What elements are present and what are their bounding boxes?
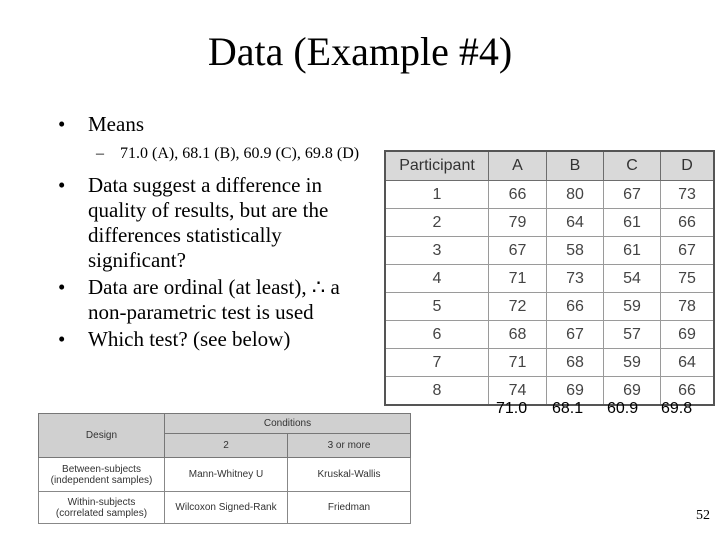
bullet-which: [58, 327, 378, 352]
bullet-suggest: [58, 173, 378, 273]
within-subjects-cell: [39, 492, 165, 524]
mann-whitney-cell: Mann-Whitney U: [165, 458, 288, 492]
bullet-suggest-text: Data suggest a difference in quality of results, but are the differences statistically significant?: [88, 173, 329, 272]
table-cell: 64: [661, 349, 715, 377]
header-a: A: [489, 151, 547, 181]
table-cell: 4: [385, 265, 489, 293]
bullet-dot: •: [58, 327, 66, 351]
table-row: [385, 237, 714, 265]
table-cell: 1: [385, 181, 489, 209]
table-cell: 75: [661, 265, 715, 293]
between-subjects-cell: [39, 458, 165, 492]
table-cell: 79: [489, 209, 547, 237]
table-cell: 61: [604, 237, 661, 265]
wilcoxon-cell: Wilcoxon Signed-Rank: [165, 492, 288, 524]
table-cell: 59: [604, 293, 661, 321]
table-cell: 5: [385, 293, 489, 321]
table-cell: 67: [661, 237, 715, 265]
slide-title: Data (Example #4): [207, 29, 513, 74]
table-cell: 69: [547, 377, 604, 406]
table-cell: 69: [661, 321, 715, 349]
table-cell: 57: [604, 321, 661, 349]
table-cell: 7: [385, 349, 489, 377]
bullet-dot: •: [58, 275, 66, 299]
between-sub-label: (independent samples): [50, 474, 153, 486]
table-cell: 71: [489, 349, 547, 377]
table-cell: 67: [489, 237, 547, 265]
table-row: [385, 181, 714, 209]
table-cell: 68: [489, 321, 547, 349]
header-c: C: [604, 151, 661, 181]
table-cell: 6: [385, 321, 489, 349]
table-cell: 71: [489, 265, 547, 293]
bullet-means-text: Means: [88, 112, 144, 136]
table-cell: 2: [385, 209, 489, 237]
table-cell: 69: [604, 377, 661, 406]
bullet-dot: •: [58, 112, 66, 136]
within-sub-label: (correlated samples): [55, 507, 148, 519]
sub-bullet-dash: –: [96, 145, 104, 162]
sub-bullet-means-values: [58, 143, 378, 165]
mean-c: 60.9: [607, 400, 639, 417]
bullet-dot: •: [58, 173, 66, 197]
table-cell: 8: [385, 377, 489, 406]
table-header-row: [385, 151, 714, 181]
table-cell: 58: [547, 237, 604, 265]
table-cell: 80: [547, 181, 604, 209]
kruskal-wallis-cell: Kruskal-Wallis: [288, 458, 411, 492]
table-cell: 3: [385, 237, 489, 265]
header-b: B: [547, 151, 604, 181]
header-d: D: [661, 151, 715, 181]
table-row: [385, 209, 714, 237]
sub-bullet-text: 71.0 (A), 68.1 (B), 60.9 (C), 69.8 (D): [120, 145, 360, 162]
mean-b: 68.1: [552, 400, 584, 417]
participant-table: [384, 150, 715, 406]
bullet-means: [58, 112, 378, 137]
table-cell: 73: [661, 181, 715, 209]
mean-a: 71.0: [496, 400, 528, 417]
table-cell: 67: [604, 181, 661, 209]
table-cell: 66: [661, 377, 715, 406]
bullet-ordinal-text: Data are ordinal (at least), ∴ a non-parametric test is used: [88, 275, 340, 324]
table-cell: 66: [547, 293, 604, 321]
design-header: Design: [39, 414, 165, 458]
table-cell: 66: [489, 181, 547, 209]
table-cell: 68: [547, 349, 604, 377]
table-cell: 64: [547, 209, 604, 237]
table-row: [385, 349, 714, 377]
conditions-header: Conditions: [165, 414, 411, 434]
bullet-ordinal: [58, 275, 378, 325]
table-cell: 67: [547, 321, 604, 349]
friedman-cell: Friedman: [288, 492, 411, 524]
mean-d: 69.8: [661, 400, 693, 417]
between-label: Between-subjects: [62, 463, 141, 475]
table-cell: 54: [604, 265, 661, 293]
table-row: [385, 265, 714, 293]
table-cell: 59: [604, 349, 661, 377]
table-row: [385, 293, 714, 321]
table-row: [39, 492, 411, 524]
header-participant: Participant: [385, 151, 489, 181]
conditions-header-row: [39, 414, 411, 434]
table-row: [39, 458, 411, 492]
table-row: [385, 321, 714, 349]
col-three-header: 3 or more: [288, 434, 411, 458]
table-cell: 73: [547, 265, 604, 293]
conditions-table: [38, 413, 411, 524]
col-two-header: 2: [165, 434, 288, 458]
table-cell: 78: [661, 293, 715, 321]
within-label: Within-subjects: [67, 496, 136, 508]
bullet-which-text: Which test? (see below): [88, 327, 291, 351]
page-number: 52: [696, 508, 710, 523]
table-cell: 61: [604, 209, 661, 237]
table-cell: 66: [661, 209, 715, 237]
bullet-list: [58, 112, 378, 358]
table-cell: 72: [489, 293, 547, 321]
table-cell: 74: [489, 377, 547, 406]
